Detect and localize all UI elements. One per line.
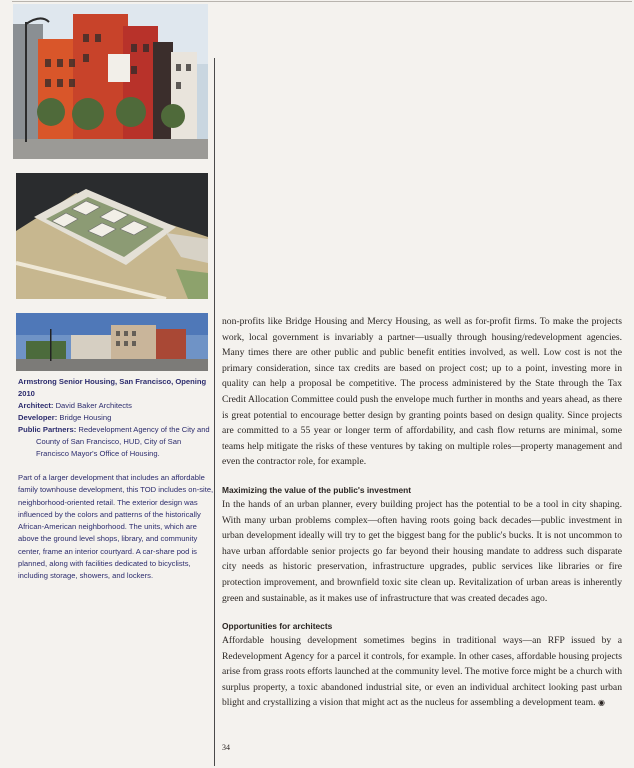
section-paragraph-public-investment: In the hands of an urban planner, every building project has the potential to be a tool in city shaping. With many urban problems complex—often having roots going back decades—public investment in urban development ideally will try to get the biggest bang for the public's bucks. It is not uncommon to have urban affordable senior projects go far beyond their housing mandate to address such disparate city needs as historic preservation, infrastructure upgrades, public services like libraries or fire protection improvement, and brownfield toxic site clean up. Revitalization of urban areas is inherently green and sustainable, as it makes use of infrastructure that was created decades ago. (222, 498, 622, 604)
building-street-photo (13, 4, 208, 159)
column-divider (214, 58, 215, 766)
aerial-rendering (16, 173, 208, 299)
section-paragraph-opportunities: Affordable housing development sometimes begins in traditional ways—an RFP issued by a Redevelopment Agency for a parcel it controls, for example. In other cases, affordable housing projects arise from grass roots efforts launched at the community level. The motive force might be a church with surplus property, a toxic abandoned industrial site, or even an individual architect looking past urban blight and crystallizing a vision that might act as the nucleus for assembling a development team. ◉ (222, 635, 622, 709)
page-number: 34 (222, 743, 230, 752)
caption-architect: Architect: David Baker Architects (18, 401, 132, 410)
article-body (222, 314, 622, 711)
intro-paragraph: non-profits like Bridge Housing and Mercy Housing, as well as for-profit firms. To make the projects work, local government is invariably a partner—usually through housing/redevelopment agencies. Many times there are other public and public benefit entities involved, as well. Low cost is not the primary consideration, since tax credits are based on project cost; up to a point, investing more in quality can help a proposal be competitive. The process administered by the State through the Tax Credit Allocation Committee could push the envelope much further in months and years ahead, as there is great potential to encourage better design by granting points based on design quality. Since projects are committed to a 55 year or longer term of affordability, and cash flow returns are minimal, some teams help mitigate the risks of these ventures by taking on multiple roles—property management and even the contractor role, for example. (222, 316, 622, 468)
section-heading-opportunities: Opportunities for architects (222, 621, 333, 632)
caption-developer: Developer: Bridge Housing (18, 413, 112, 422)
caption-title: Armstrong Senior Housing, San Francisco, Opening 2010 (18, 377, 207, 398)
caption-description: Part of a larger development that includes an affordable family townhouse development, this TOD includes on-site, neighborhood-oriented retail. The exterior design was influenced by the colors and patterns of the historically African-American neighborhood. The units, which are above the ground level shops, library, and community center, frame an interior courtyard. A car-share pod is planned, along with facilities dedicated to bicyclists, including storage, showers, and lockers. (18, 473, 214, 581)
end-mark-icon: ◉ (597, 698, 605, 708)
caption-partners: Public Partners: Redevelopment Agency of the City and County of San Francisco, HUD, City of San Francisco Mayor's Office of Housing. (18, 425, 210, 458)
section-heading-public-investment: Maximizing the value of the public's investment (222, 484, 412, 495)
photo-caption (18, 376, 214, 583)
street-corner-photo (16, 313, 208, 371)
top-rule (12, 1, 632, 2)
